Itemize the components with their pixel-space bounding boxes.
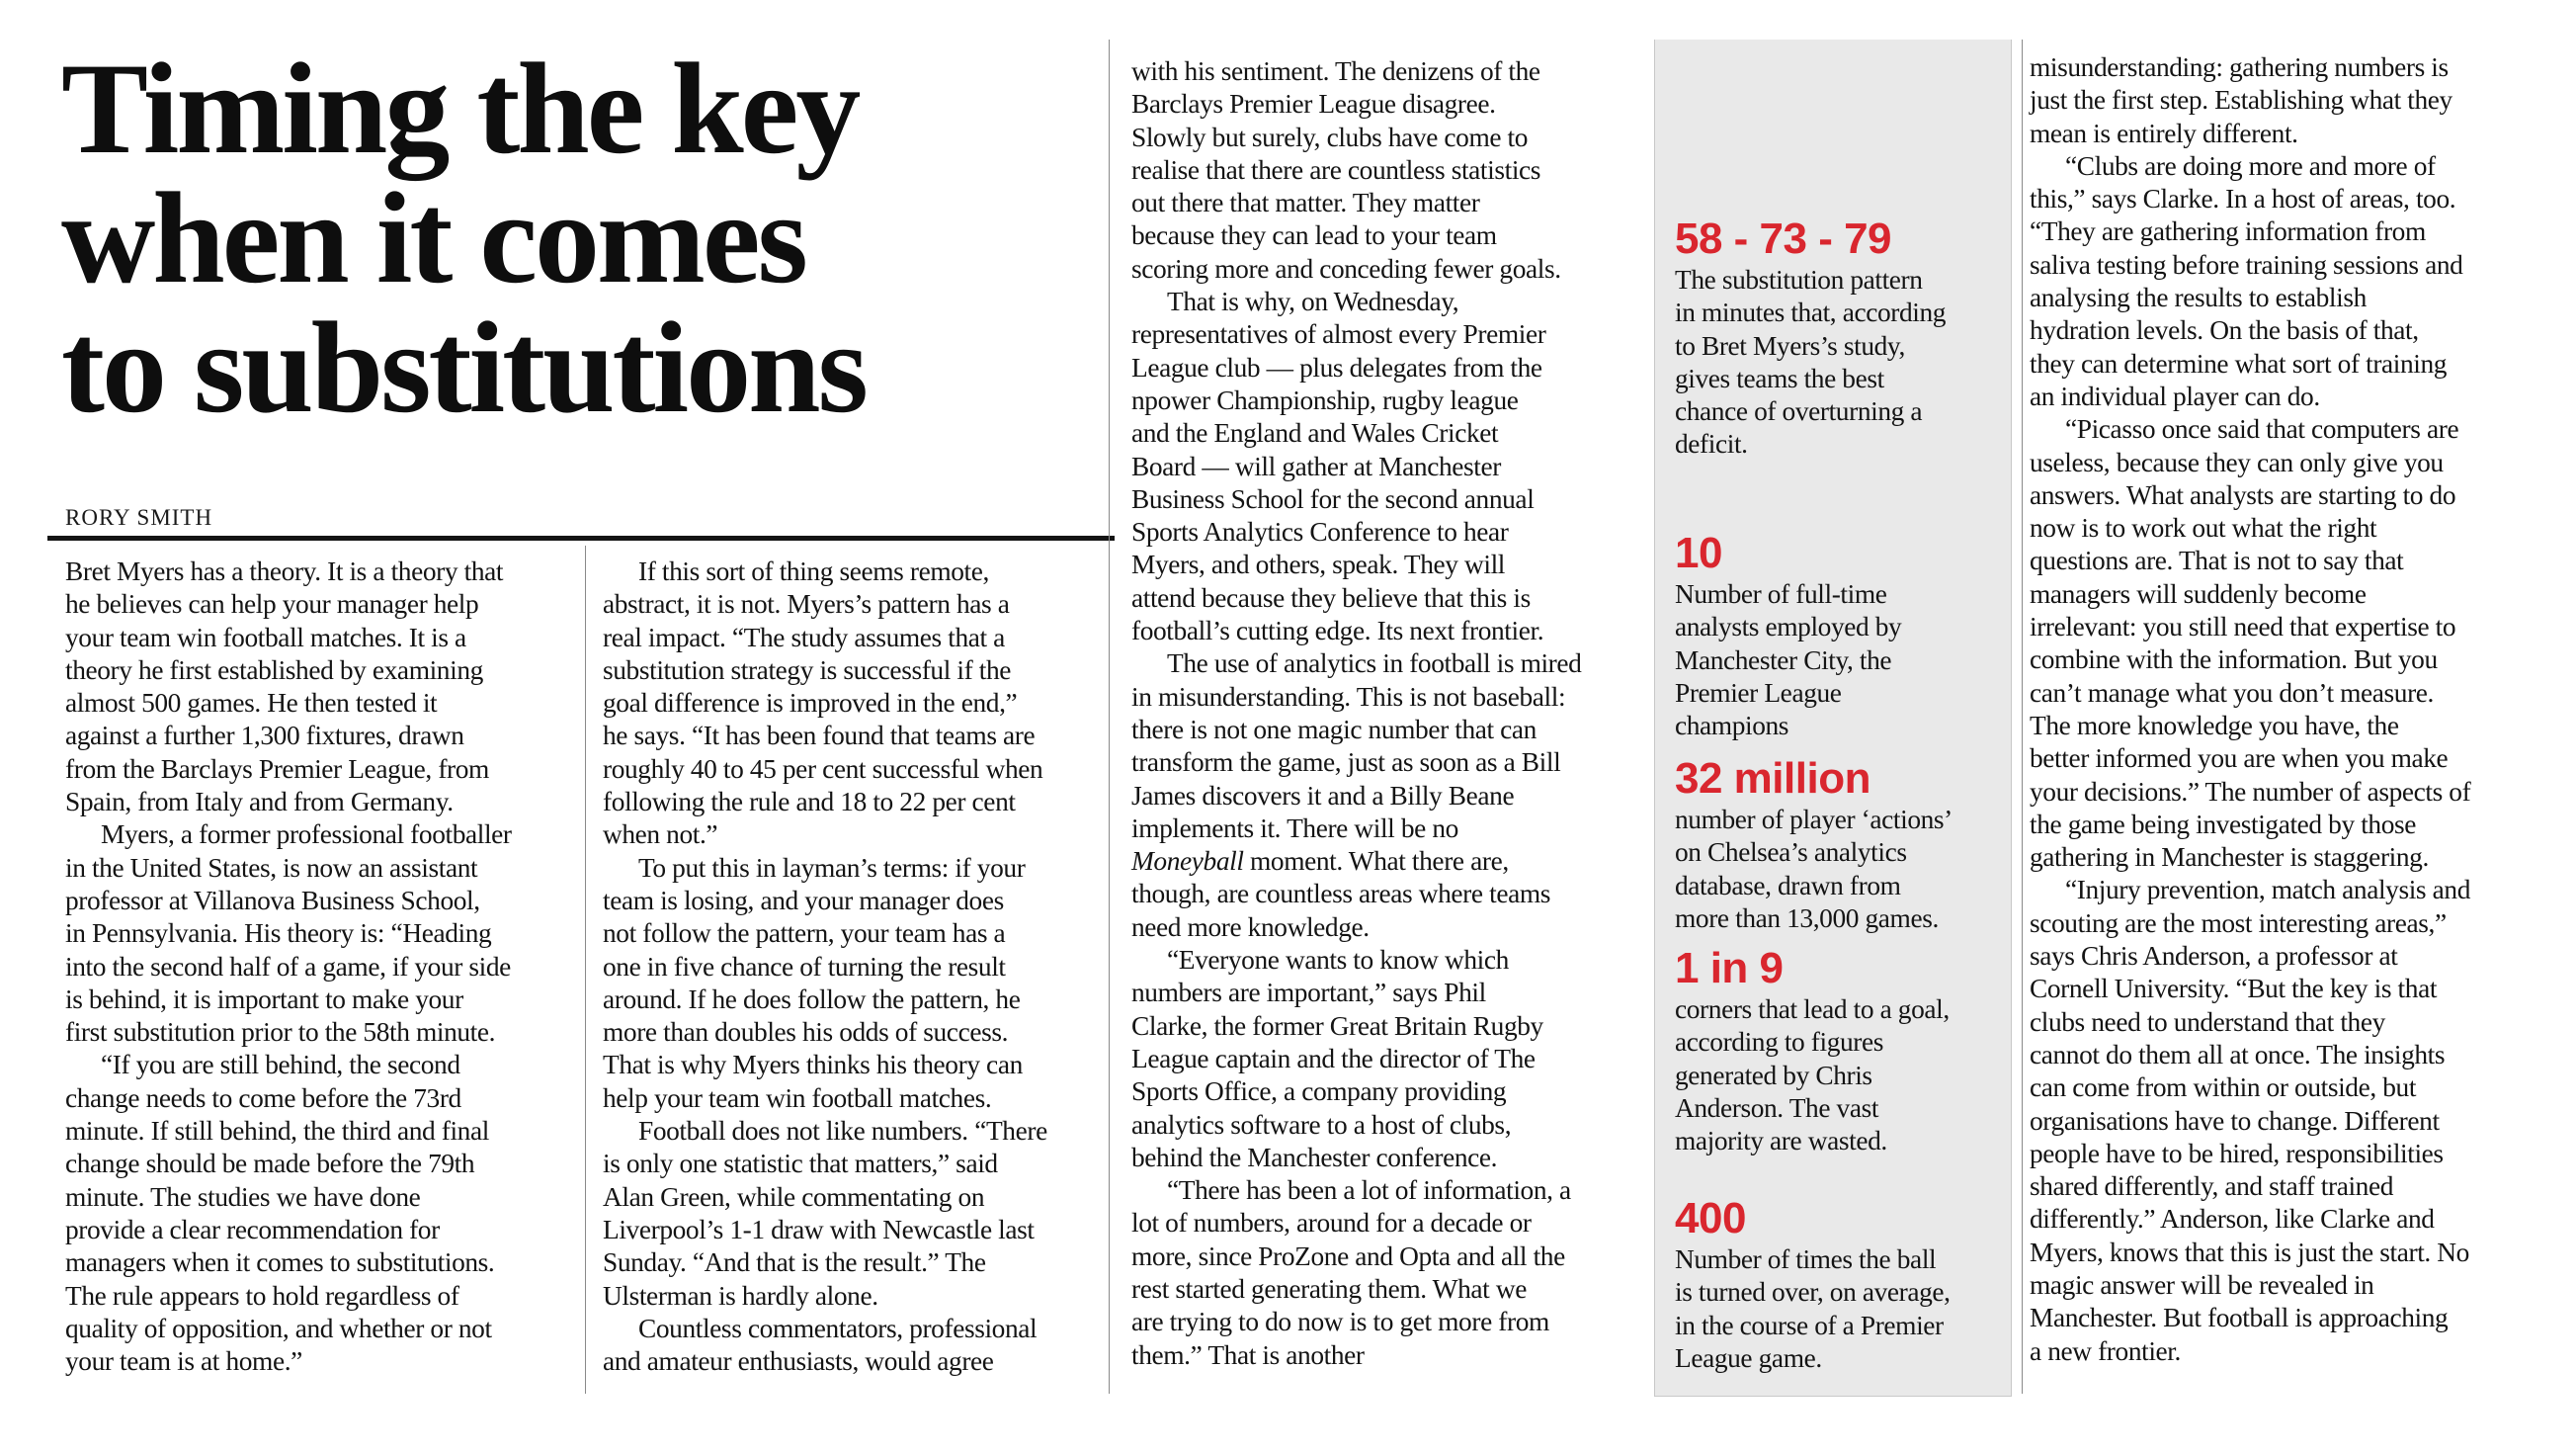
stat-block bbox=[1675, 1194, 2011, 1375]
stat-description bbox=[1675, 578, 2011, 742]
stat-description-line: number of player ‘actions’ bbox=[1675, 805, 1953, 834]
article-line: “There has been a lot of information, a bbox=[1167, 1175, 1571, 1206]
article-line: just the first step. Establishing what they bbox=[2030, 85, 2452, 116]
article-line: your decisions.” The number of aspects of bbox=[2030, 776, 2471, 807]
stat-description-line: on Chelsea’s analytics bbox=[1675, 837, 1907, 868]
article-line: If this sort of thing seems remote, bbox=[638, 556, 989, 586]
stat-number: 58 - 73 - 79 bbox=[1675, 214, 1892, 263]
article-line: need more knowledge. bbox=[1131, 911, 1370, 942]
article-line: can’t manage what you don’t measure. bbox=[2030, 677, 2435, 708]
stat-description-line: Manchester City, the bbox=[1675, 644, 1892, 675]
article-line: realise that there are countless statistics bbox=[1131, 154, 1541, 185]
article-line: clubs need to understand that they bbox=[2030, 1006, 2385, 1037]
article-line: Bret Myers has a theory. It is a theory that bbox=[65, 556, 504, 586]
article-line: and the England and Wales Cricket bbox=[1131, 418, 1499, 449]
stat-block bbox=[1675, 529, 2011, 742]
article-line: cannot do them all at once. The insights bbox=[2030, 1039, 2446, 1069]
article-line: when not.” bbox=[603, 819, 718, 850]
stat-number: 400 bbox=[1675, 1194, 1746, 1242]
stat-number: 32 million bbox=[1675, 754, 1870, 803]
stat-description-line: is turned over, on average, bbox=[1675, 1277, 1951, 1308]
article-line: Moneyball moment. What there are, bbox=[1131, 846, 1509, 877]
article-line: mean is entirely different. bbox=[2030, 118, 2298, 148]
article-line: “They are gathering information from bbox=[2030, 216, 2426, 247]
article-line: Myers, knows that this is just the start. No bbox=[2030, 1237, 2469, 1267]
headline-line: Timing the key bbox=[61, 36, 859, 181]
article-line: Clarke, the former Great Britain Rugby bbox=[1131, 1010, 1543, 1041]
stat-description-line: Premier League bbox=[1675, 677, 1842, 708]
article-line: Sports Office, a company providing bbox=[1131, 1076, 1507, 1107]
article-line: a new frontier. bbox=[2030, 1335, 2181, 1366]
article-line: though, are countless areas where teams bbox=[1131, 879, 1551, 909]
header-rule bbox=[47, 536, 1115, 541]
article-line: almost 500 games. He then tested it bbox=[65, 688, 438, 719]
article-line: your team is at home.” bbox=[65, 1346, 302, 1377]
article-line: gathering in Manchester is staggering. bbox=[2030, 842, 2429, 873]
article-line: League club — plus delegates from the bbox=[1131, 352, 1542, 383]
stat-description-line: The substitution pattern bbox=[1675, 265, 1923, 295]
article-line: because they can lead to your team bbox=[1131, 220, 1497, 251]
article-column-4 bbox=[2030, 51, 2558, 1368]
stat-description-line: in the course of a Premier bbox=[1675, 1310, 1944, 1340]
article-line: better informed you are when you make bbox=[2030, 743, 2449, 774]
article-line: from the Barclays Premier League, from bbox=[65, 753, 489, 784]
article-line: Cornell University. “But the key is that bbox=[2030, 974, 2438, 1004]
article-line: are trying to do now is to get more from bbox=[1131, 1307, 1549, 1337]
article-line: help your team win football matches. bbox=[603, 1082, 992, 1113]
stat-description bbox=[1675, 1243, 2011, 1375]
article-line: abstract, it is not. Myers’s pattern has a bbox=[603, 589, 1010, 620]
article-line: the game being investigated by those bbox=[2030, 809, 2417, 839]
article-line: managers will suddenly become bbox=[2030, 578, 2367, 609]
article-line: hydration levels. On the basis of that, bbox=[2030, 315, 2419, 346]
article-line: more, since ProZone and Opta and all the bbox=[1131, 1240, 1565, 1271]
article-line: Myers, and others, speak. They will bbox=[1131, 550, 1506, 580]
article-line: representatives of almost every Premier bbox=[1131, 319, 1546, 350]
stat-description bbox=[1675, 804, 2011, 935]
article-line: your team win football matches. It is a bbox=[65, 622, 466, 652]
article-line: Countless commentators, professional bbox=[638, 1313, 1038, 1343]
article-line: attend because they believe that this is bbox=[1131, 582, 1531, 613]
stats-sidebar bbox=[1654, 40, 2012, 1397]
article-line: managers when it comes to substitutions. bbox=[65, 1247, 495, 1278]
article-line: Sunday. “And that is the result.” The bbox=[603, 1247, 986, 1278]
article-line: answers. What analysts are starting to do bbox=[2030, 479, 2456, 510]
stat-description-line: deficit. bbox=[1675, 429, 1748, 460]
article-line: numbers are important,” says Phil bbox=[1131, 978, 1486, 1008]
byline: RORY SMITH bbox=[65, 505, 213, 530]
article-line: Business School for the second annual bbox=[1131, 483, 1535, 514]
article-line: That is why, on Wednesday, bbox=[1167, 287, 1459, 317]
article-line: is only one statistic that matters,” said bbox=[603, 1149, 998, 1179]
article-line: differently.” Anderson, like Clarke and bbox=[2030, 1204, 2435, 1235]
article-line: quality of opposition, and whether or not bbox=[65, 1313, 492, 1343]
article-line: “If you are still behind, the second bbox=[101, 1050, 460, 1080]
article-line: in Pennsylvania. His theory is: “Heading bbox=[65, 918, 492, 949]
stat-description-line: chance of overturning a bbox=[1675, 396, 1923, 427]
article-line: misunderstanding: gathering numbers is bbox=[2030, 52, 2449, 82]
article-line: behind the Manchester conference. bbox=[1131, 1142, 1498, 1172]
column-divider bbox=[2022, 40, 2023, 1394]
stat-description bbox=[1675, 264, 2011, 462]
article-line: That is why Myers thinks his theory can bbox=[603, 1050, 1023, 1080]
headline-line: to substitutions bbox=[61, 295, 866, 440]
stat-number: 1 in 9 bbox=[1675, 944, 1784, 992]
article-line: change needs to come before the 73rd bbox=[65, 1082, 461, 1113]
article-line: scouting are the most interesting areas,” bbox=[2030, 907, 2447, 938]
stat-description-line: database, drawn from bbox=[1675, 870, 1901, 900]
article-line: implements it. There will be no bbox=[1131, 813, 1458, 843]
stat-description-line: Anderson. The vast bbox=[1675, 1092, 1879, 1123]
article-line: he says. “It has been found that teams are bbox=[603, 721, 1036, 751]
stat-description-line: majority are wasted. bbox=[1675, 1126, 1887, 1156]
article-line: people have to be hired, responsibilities bbox=[2030, 1138, 2444, 1168]
article-line: around. If he does follow the pattern, he bbox=[603, 984, 1021, 1014]
article-line: Barclays Premier League disagree. bbox=[1131, 89, 1496, 120]
article-line: combine with the information. But you bbox=[2030, 644, 2438, 675]
article-line: Manchester. But football is approaching bbox=[2030, 1303, 2449, 1333]
column-divider bbox=[1109, 40, 1110, 1394]
article-line: substitution strategy is successful if the bbox=[603, 654, 1012, 685]
article-line: he believes can help your manager help bbox=[65, 589, 479, 620]
article-line: The rule appears to hold regardless of bbox=[65, 1280, 459, 1311]
article-line: them.” That is another bbox=[1131, 1339, 1365, 1370]
article-column-3 bbox=[1131, 55, 1645, 1372]
article-line: rest started generating them. What we bbox=[1131, 1273, 1527, 1304]
article-line: professor at Villanova Business School, bbox=[65, 885, 480, 915]
article-line: “Picasso once said that computers are bbox=[2065, 414, 2459, 445]
article-line: League captain and the director of The bbox=[1131, 1043, 1536, 1073]
stat-block bbox=[1675, 944, 2011, 1157]
article-line: Myers, a former professional footballer bbox=[101, 819, 512, 850]
article-line: there is not one magic number that can bbox=[1131, 714, 1537, 744]
article-line: against a further 1,300 fixtures, drawn bbox=[65, 721, 464, 751]
stat-number: 10 bbox=[1675, 529, 1722, 577]
stat-block bbox=[1675, 214, 2011, 462]
article-line: in misunderstanding. This is not baseball: bbox=[1131, 681, 1566, 712]
article-line: provide a clear recommendation for bbox=[65, 1214, 440, 1244]
article-line: Alan Green, while commentating on bbox=[603, 1181, 985, 1212]
article-line: Liverpool’s 1-1 draw with Newcastle last bbox=[603, 1214, 1035, 1244]
article-line: team is losing, and your manager does bbox=[603, 885, 1004, 915]
stat-description-line: Number of times the ball bbox=[1675, 1244, 1937, 1274]
article-line: real impact. “The study assumes that a bbox=[603, 622, 1005, 652]
article-line: scoring more and conceding fewer goals. bbox=[1131, 253, 1561, 284]
article-line: minute. The studies we have done bbox=[65, 1181, 421, 1212]
article-line: and amateur enthusiasts, would agree bbox=[603, 1346, 994, 1377]
article-line: out there that matter. They matter bbox=[1131, 188, 1480, 218]
article-line: football’s cutting edge. Its next frontier. bbox=[1131, 616, 1544, 646]
stat-description-line: according to figures bbox=[1675, 1027, 1884, 1058]
article-line: The more knowledge you have, the bbox=[2030, 710, 2399, 740]
article-line: roughly 40 to 45 per cent successful when bbox=[603, 753, 1043, 784]
article-line: Slowly but surely, clubs have come to bbox=[1131, 122, 1529, 152]
stat-description-line: gives teams the best bbox=[1675, 363, 1884, 393]
stat-description-line: to Bret Myers’s study, bbox=[1675, 330, 1905, 361]
article-line: “Clubs are doing more and more of bbox=[2065, 150, 2436, 181]
article-line: first substitution prior to the 58th minute. bbox=[65, 1017, 496, 1048]
article-line: in the United States, is now an assistant bbox=[65, 852, 478, 883]
article-line: theory he first established by examining bbox=[65, 654, 483, 685]
article-line: irrelevant: you still need that expertise to bbox=[2030, 612, 2456, 642]
article-line: Spain, from Italy and from Germany. bbox=[65, 787, 454, 817]
article-line: Sports Analytics Conference to hear bbox=[1131, 517, 1509, 548]
article-line: Ulsterman is hardly alone. bbox=[603, 1280, 878, 1311]
headline bbox=[61, 36, 1089, 440]
stat-description-line: generated by Chris bbox=[1675, 1060, 1872, 1090]
article-line: lot of numbers, around for a decade or bbox=[1131, 1208, 1532, 1239]
article-line: “Injury prevention, match analysis and bbox=[2065, 875, 2470, 905]
stat-block bbox=[1675, 754, 2011, 935]
article-line: can come from within or outside, but bbox=[2030, 1072, 2417, 1103]
stat-description-line: champions bbox=[1675, 711, 1789, 741]
stat-description-line: more than 13,000 games. bbox=[1675, 902, 1939, 933]
article-line: says Chris Anderson, a professor at bbox=[2030, 941, 2398, 972]
article-line: not follow the pattern, your team has a bbox=[603, 918, 1006, 949]
article-line: they can determine what sort of training bbox=[2030, 348, 2448, 379]
article-line: into the second half of a game, if your side bbox=[65, 951, 511, 982]
article-column-2 bbox=[603, 556, 1102, 1378]
stat-description-line: corners that lead to a goal, bbox=[1675, 994, 1950, 1024]
article-line: questions are. That is not to say that bbox=[2030, 546, 2404, 576]
article-line: shared differently, and staff trained bbox=[2030, 1171, 2394, 1202]
article-line: npower Championship, rugby league bbox=[1131, 385, 1519, 415]
article-line: analysing the results to establish bbox=[2030, 283, 2367, 313]
article-line: minute. If still behind, the third and final bbox=[65, 1116, 489, 1147]
article-line: saliva testing before training sessions and bbox=[2030, 249, 2463, 280]
stat-description-line: League game. bbox=[1675, 1342, 1822, 1373]
article-line: Board — will gather at Manchester bbox=[1131, 451, 1501, 481]
stat-description-line: in minutes that, according bbox=[1675, 298, 1947, 328]
article-line: is behind, it is important to make your bbox=[65, 984, 463, 1014]
column-divider bbox=[585, 546, 586, 1394]
article-line: goal difference is improved in the end,” bbox=[603, 688, 1018, 719]
article-line: an individual player can do. bbox=[2030, 381, 2320, 411]
article-line: analytics software to a host of clubs, bbox=[1131, 1109, 1512, 1140]
article-line: James discovers it and a Billy Beane bbox=[1131, 780, 1515, 811]
article-line: more than doubles his odds of success. bbox=[603, 1017, 1009, 1048]
article-line: with his sentiment. The denizens of the bbox=[1131, 56, 1540, 86]
stat-description bbox=[1675, 993, 2011, 1157]
stat-description-line: Number of full-time bbox=[1675, 579, 1887, 609]
article-line: To put this in layman’s terms: if your bbox=[638, 852, 1026, 883]
article-line: one in five chance of turning the result bbox=[603, 951, 1006, 982]
article-column-1 bbox=[65, 556, 579, 1378]
article-line: transform the game, just as soon as a Bill bbox=[1131, 747, 1561, 778]
article-line: following the rule and 18 to 22 per cent bbox=[603, 787, 1016, 817]
article-line: “Everyone wants to know which bbox=[1167, 945, 1509, 976]
article-line: The use of analytics in football is mired bbox=[1167, 648, 1582, 679]
article-line: useless, because they can only give you bbox=[2030, 447, 2444, 477]
article-line: magic answer will be revealed in bbox=[2030, 1269, 2374, 1300]
article-line: this,” says Clarke. In a host of areas, too. bbox=[2030, 184, 2456, 214]
article-line: Football does not like numbers. “There bbox=[638, 1116, 1047, 1147]
headline-line: when it comes bbox=[61, 165, 805, 310]
article-line: organisations have to change. Different bbox=[2030, 1105, 2440, 1136]
article-line: now is to work out what the right bbox=[2030, 513, 2377, 544]
stat-description-line: analysts employed by bbox=[1675, 612, 1902, 642]
article-line: change should be made before the 79th bbox=[65, 1149, 475, 1179]
